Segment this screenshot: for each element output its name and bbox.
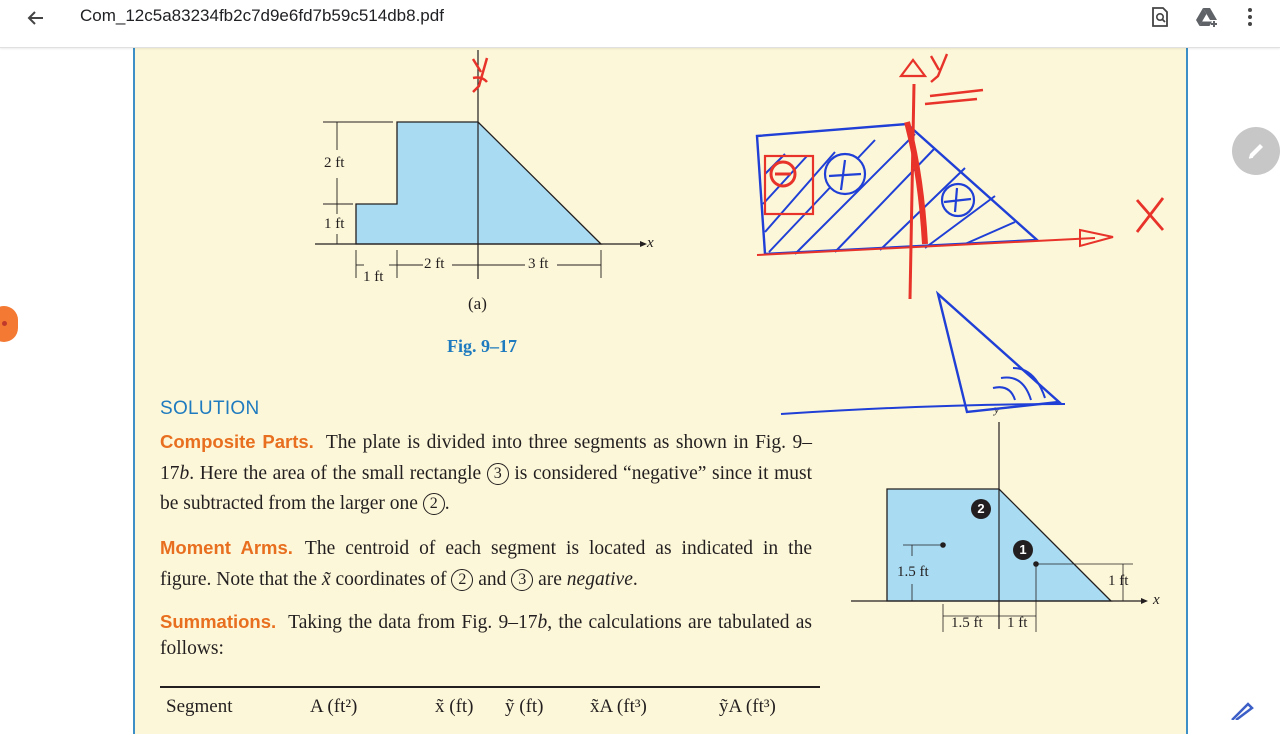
solution-heading: SOLUTION: [160, 398, 260, 419]
annotate-edit-button[interactable]: [1232, 127, 1280, 175]
composite-text-2: . Here the area of the small rectangle: [189, 462, 482, 484]
summations-italic-b: b: [537, 612, 548, 633]
summations-heading: Summations.: [160, 611, 277, 632]
fig-b-marker-1: 1: [1013, 540, 1033, 560]
fig-a-dim-bottom-3ft: 3 ft: [528, 256, 549, 272]
moment-and: and: [478, 568, 507, 590]
left-gutter: [0, 48, 135, 720]
fig-b-dim-1-5ft-vertical: 1.5 ft: [897, 564, 929, 580]
summations-text-1: Taking the data from Fig. 9–17: [288, 612, 538, 633]
add-to-drive-button[interactable]: [1193, 5, 1221, 29]
document-title: Com_12c5a83234fb2c7d9e6fd7b59c514db8.pdf: [80, 6, 444, 25]
pdf-toolbar: [0, 0, 1280, 48]
circled-number-3: 3: [487, 463, 509, 485]
fig-a-dim-2ft: 2 ft: [324, 155, 345, 171]
more-vert-icon: [1247, 7, 1253, 27]
circled-number-2: 2: [451, 569, 473, 591]
moment-text-1: The centroid of each segment is located as indicated in the figure. Note that the: [160, 538, 812, 590]
fig-b-dim-1-5ft-horizontal: 1.5 ft: [951, 615, 983, 631]
table-header-x-tilde: x̃ (ft): [435, 696, 474, 717]
circled-number-3: 3: [511, 569, 533, 591]
table-header-y-tilde-a: ỹA (ft³): [719, 696, 776, 717]
pen-tool-icon[interactable]: [1226, 700, 1256, 720]
handwritten-annotations: [135, 44, 1186, 734]
figure-caption: Fig. 9–17: [447, 336, 517, 356]
table-header-segment: Segment: [166, 696, 233, 717]
fig-b-x-axis-label: x: [1153, 592, 1160, 608]
moment-arms-heading: Moment Arms.: [160, 537, 293, 558]
moment-negative: negative: [566, 568, 633, 590]
x-tilde-symbol: x̃: [321, 568, 331, 590]
search-document-button[interactable]: [1146, 5, 1174, 29]
composite-text-4: .: [444, 493, 450, 514]
circled-number-2: 2: [423, 493, 445, 515]
table-header-y-tilde: ỹ (ft): [505, 696, 544, 717]
moment-end: .: [632, 568, 638, 590]
fig-b-dim-1ft-horizontal: 1 ft: [1007, 615, 1028, 631]
table-header-x-tilde-a: x̃A (ft³): [590, 696, 647, 717]
fig-a-dim-bottom-2ft: 2 ft: [424, 256, 445, 272]
pdf-page[interactable]: [133, 44, 1188, 734]
fig-b-y-axis-label: y: [994, 402, 1000, 416]
fig-a-sublabel: (a): [468, 294, 487, 313]
fig-a-dim-bottom-1ft: 1 ft: [363, 269, 384, 285]
back-button[interactable]: [22, 6, 50, 30]
summations-text-2: , the calculations are tabulated as follows:: [160, 612, 813, 659]
fig-b-marker-2: 2: [971, 499, 991, 519]
fig-b-dim-1ft-vertical: 1 ft: [1108, 573, 1129, 589]
composite-parts-heading: Composite Parts.: [160, 431, 314, 452]
pencil-icon: [1245, 140, 1267, 162]
search-document-icon: [1150, 6, 1170, 28]
fig-a-x-axis-label: x: [647, 235, 654, 251]
arrow-back-icon: [26, 8, 46, 28]
composite-text-1: The plate is divided into three segments as shown in Fig. 9–17: [160, 432, 812, 484]
fig-a-dim-1ft: 1 ft: [324, 216, 345, 232]
google-drive-add-icon: [1195, 6, 1219, 28]
composite-italic-b: b: [179, 462, 190, 484]
moment-are: are: [538, 568, 562, 590]
composite-text-3: is considered “negative” since it must be subtracted from the larger one: [160, 462, 813, 514]
moment-text-2: coordinates of: [335, 568, 447, 590]
more-options-button[interactable]: [1236, 5, 1264, 29]
table-header-area: A (ft²): [310, 696, 358, 717]
